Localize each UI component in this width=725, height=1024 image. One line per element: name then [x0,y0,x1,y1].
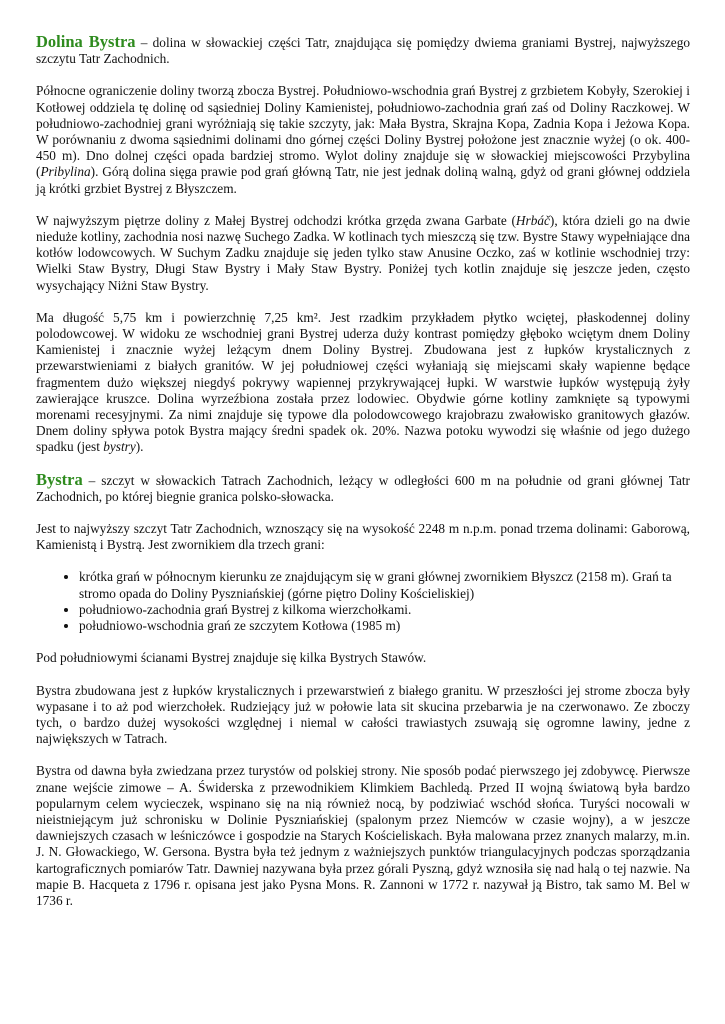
section2-term: Bystra [36,469,83,489]
section1-paragraph-3 [36,310,690,456]
section2-intro-text: – szczyt w słowackich Tatrach Zachodnich, leżący w odległości 600 m na południe od grani głównej Tatr Zachodnich, po której biegnie granica polsko-słowacka. [36,472,690,504]
section1-p1-italic: Pribylina [40,164,91,180]
section1-intro [36,34,690,67]
section1-p3-part-a: Ma długość 5,75 km i powierzchnię 7,25 km². Jest rzadkim przykładem płytko wciętej, płaskodennej doliny polodowcowej. W widoku ze wschodniej grani Bystrej uderza duży kontrast pomiędzy głęboko wciętym dnem Doliny Kamienistej i znacznie wyżej leżącym dnem Doliny Bystrej. Zbudowana jest z łupków krystalicznych z przewarstwieniami z białych granitów. W jej południowej części wyłaniają się miejscami skały wapienne będące fragmentem dużo większej niegdyś pokrywy wapiennej przykrywającej łupki. W warstwie łupków występują żyły zawierające kruszce. Dolina wyrzeźbiona została przez lodowiec. Obydwie górne kotliny zamknięte są typowymi morenami recesyjnymi. Za nimi znajduje się typowe dla polodowcowego krajobrazu zwałowisko granitowych głazów. Dnem doliny spływa potok Bystra mający średni spadek ok. 20%. Nazwa potoku wywodzi się właśnie od jego dużego spadku (jest [36,309,690,455]
section1-intro-text: – dolina w słowackiej części Tatr, znajdująca się pomiędzy dwiema graniami Bystrej, najwyższego szczytu Tatr Zachodnich. [36,35,690,67]
section2-paragraph-2: Pod południowymi ścianami Bystrej znajduje się kilka Bystrych Stawów. [36,650,427,666]
section1-p2-part-b: ), która dzieli go na dwie nieduże kotliny, zachodnia nosi nazwę Suchego Zadka. W kotlinach tych mieszczą się tzw. Bystre Stawy wypełniające dna kotłów lodowcowych. W Suchym Zadku znajduje się jeden tylko staw Anusine Oczko, zaś w kotlinie wschodniej trzy: Wielki Staw Bystry, Długi Staw Bystry i Mały Staw Bystry. Poniżej tych kotlin znajduje się jeszcze jeden, często wysychający Niżni Staw Bystry. [36,212,690,293]
section1-paragraph-1 [36,83,690,196]
section1-p2-italic: Hrbáč [515,212,550,228]
section2-intro [36,469,690,505]
section1-term: Dolina Bystra [36,32,136,51]
section2-paragraph-4: Bystra od dawna była zwiedzana przez turystów od polskiej strony. Nie sposób podać pierwszego jej zdobywcę. Pierwsze znane wejście zimowe – A. Świderska z przewodnikiem Klimkiem Bachledą. Przed II wojną światową była bardzo popularnym celem wycieczek, wspinano się na nią również nocą, by podziwiać wschód słońca. Turyści nocowali w nieistniejącym już schronisku w Dolinie Pyszniańskiej (spalonym przez Niemców w czasie wojny), a w jeszcze dawniejszych czasach w leśniczówce i gospodzie na Starych Kościeliskach. Była malowana przez znanych malarzy, m.in. J. N. Głowackiego, W. Gersona. Bystra była też jednym z ważniejszych punktów triangulacyjnych podczas sporządzania kartograficznych pomiarów Tatr. Dawniej nazywana była przez górali Pyszną, gdyż wznosiła się nad halą o tej nazwie. Na mapie B. Hacqueta z 1796 r. opisana jest jako Pysna Mons. R. Zannoni w 1772 r. nazywał ją Bistro, tak samo M. Bel w 1736 r. [36,763,690,908]
section1-paragraph-2 [36,213,690,294]
section1-p1-part-a: Północne ograniczenie doliny tworzą zbocza Bystrej. Południowo-wschodnia grań Bystrej z grzbietem Kobyły, Szerokiej i Kotłowej oddziela tę dolinę od sąsiedniej Doliny Kamienistej, południowo-zachodnia grań zaś od Doliny Raczkowej. W południowo-zachodniej grani wyróżniają się takie szczyty, jak: Mała Bystra, Skrajna Kopa, Zadnia Kopa i Jeżowa Kopa. W porównaniu z dwoma sąsiednimi dolinami dno górnej części Doliny Bystrej położone jest znacznie wyżej (o ok. 400-450 m). Dno dolnej części opada bardziej stromo. Wylot doliny znajduje się w słowackiej miejscowości Przybylina ( [36,83,690,180]
list-item: • południowo-zachodnia grań Bystrej z kilkoma wierzchołkami. [79,602,690,618]
list-item: • południowo-wschodnia grań ze szczytem Kotłowa (1985 m) [79,618,690,634]
document-page [36,34,690,925]
section1-p2-part-a: W najwyższym piętrze doliny z Małej Bystrej odchodzi krótka grzęda zwana Garbate ( [36,212,516,228]
section1-p1-part-b: ). Górą dolina sięga prawie pod grań główną Tatr, nie jest jednak doliną walną, gdyż od grani głównej oddziela ją krótki grzbiet Bystrej z Błyszczem. [36,164,690,196]
section1-p3-italic: bystry [103,439,136,455]
section1-p3-part-b: ). [135,439,144,455]
section2-ridge-list [36,569,690,634]
section2-paragraph-1: Jest to najwyższy szczyt Tatr Zachodnich, wznoszący się na wysokość 2248 m n.p.m. ponad trzema dolinami: Gaborową, Kamienistą i Bystrą. Jest zwornikiem dla trzech grani: [36,521,690,553]
list-item: • krótka grań w północnym kierunku ze znajdującym się w grani głównej zwornikiem Błyszcz (2158 m). Grań ta stromo opada do Doliny Pyszniańskiej (górne piętro Doliny Kościeliskiej) [79,569,690,601]
section2-paragraph-3: Bystra zbudowana jest z łupków krystalicznych i przewarstwień z białego granitu. W przeszłości jej strome zbocza były wypasane i to aż pod wierzchołek. Rudziejący już w połowie lata sit skucina przebarwia je na czerwonawo. Ze zboczy tych, o bardzo dużej wysokości względnej i niemal w całości trawiastych zsuwają się ogromne lawiny, jedne z największych w Tatrach. [36,682,690,747]
